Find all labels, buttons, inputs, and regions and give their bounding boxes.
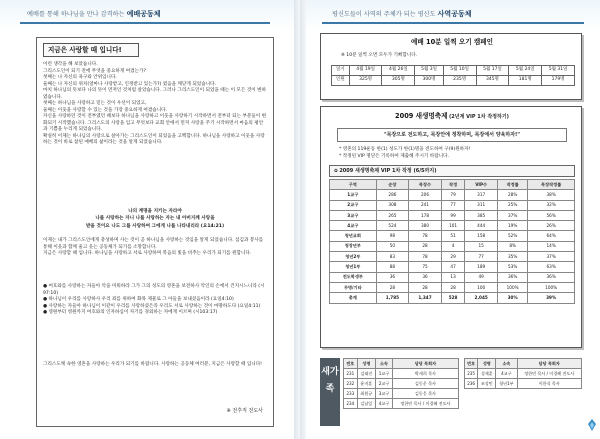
article-paragraph: 첫째는 나 자신의 욕구와 안위입니다. [43,75,117,81]
table-cell: 52% [497,231,527,241]
table-cell: 26% [528,221,575,231]
table-cell: 14% [528,241,575,251]
table-cell: 정한민 목사 / 이경혜 전도사 [392,399,458,409]
header-cell: 번호 [344,359,358,369]
table-cell: 56% [528,210,575,220]
left-header [27,10,161,20]
table-cell: 265 [376,210,409,220]
table-row [330,200,575,210]
table-cell: 4교구 [496,369,517,379]
table-cell: 158 [465,231,498,241]
vip-note: * 영혼의 119운동 한(1) 성도가 한(1)명을 전도하여 구(9)원하자! [339,147,471,152]
table-cell: 64% [528,231,575,241]
table-cell: 청장년부 [330,241,377,251]
campaign-cell: 인원 [332,76,350,86]
scripture-text: 사랑하는 자들아 하나님이 이같이 우리를 사랑하셨은즉 우리도 서로 사랑하는 것이 마땅하도다 (요일4:11) [48,303,261,309]
table-cell: 39% [528,293,575,303]
campaign-cell: 5월 31일 [542,66,575,76]
vip-header-cell: 목장수 [409,180,442,190]
right-header [332,10,471,20]
right-header-line [322,22,584,24]
table-cell: 청년2부 [330,252,377,262]
article-body [43,62,267,147]
table-cell: 63% [528,262,575,272]
table-cell: 78 [409,252,442,262]
bible-verse [43,208,267,230]
table-cell: 25% [497,200,527,210]
scripture-item: ● 사랑하는 자들아 하나님이 이같이 우리를 사랑하셨은즉 우리도 서로 사랑하는 것이 마땅하도다 (요일4:11) [43,303,261,309]
table-cell: 189 [465,262,498,272]
table-cell: 1교구 [376,369,393,379]
table-cell: 206 [409,190,442,200]
verse-line: 나를 사랑하는 자니 나를 사랑하는 자는 내 아버지께 사랑을 [95,216,215,222]
article-title: 지금은 사랑할 때 입니다! [48,46,122,54]
table-row [330,252,575,262]
right-spine [300,0,306,439]
table-cell: 1,785 [376,293,409,303]
scripture-text: 영원부터 영원까지 여호와의 인자하심이 자기를 경외하는 자에게 이르며 (시103:17) [48,310,218,316]
article-paragraph: 마치 하나님의 뜻보다 나의 뜻이 먼저인 것처럼 살았습니다. 그러나 그리스도인이 되었을 때는 이 모든 것이 변하였습니다. [43,88,267,100]
table-cell: 51 [441,231,465,241]
table-cell: 286 [376,190,409,200]
table-cell: 101 [441,221,465,231]
article-title-box [43,43,139,57]
vip-header-cell: 구역 [330,180,377,190]
table-cell: 241 [409,200,442,210]
table-cell: 99 [441,210,465,220]
campaign-cell: 345명 [476,76,509,86]
vip-table-title: 2009 새생명축제 VIP 1차 작정 (6/5까지) [339,168,437,174]
table-cell: 77 [465,252,498,262]
campaign-cell: 일시 [332,66,350,76]
vip-header-cell: VIP수 [465,180,498,190]
table-cell: 2교구 [376,379,393,389]
table-row [465,379,582,389]
table-cell: 32% [528,200,575,210]
header-cell: 소속 [496,359,517,369]
table-cell: 100% [497,282,527,292]
campaign-cell: 5월 3일 [415,66,443,76]
table-row [330,282,575,292]
table-cell: 36% [497,272,527,282]
table-cell: 50 [376,241,409,251]
table-cell: 윤지훈 [357,379,376,389]
campaign-cell: 181명 [509,76,542,86]
campaign-cell: 179명 [542,76,575,86]
campaign-cell: 325명 [349,76,382,86]
article-frame [36,37,274,427]
new-family-header [465,359,582,369]
table-cell: 49 [465,272,498,282]
vip-notes [339,147,575,160]
table-cell: 36 [409,272,442,282]
header-cell: 소속 [376,359,393,369]
scripture-item: ● 여호와를 사랑하는 자들아 악을 미워하라 그가 그의 성도의 영혼을 보전하사 악인의 손에서 건지시느니라 (시97:10) [43,284,265,296]
table-cell: 김동운 목사 [392,379,458,389]
church-logo-icon [586,418,598,432]
clover-icon: ✿ [334,169,338,174]
table-cell: 최원규 [357,389,376,399]
table-cell: 30% [497,293,527,303]
vip-title: 2009 새생명축제 [395,112,448,120]
campaign-cell: 5월 24일 [509,66,542,76]
table-row [330,241,575,251]
article-paragraph: 자신을 사랑하던 것이 전부였던 때보다 하나님을 사랑하고 이웃을 사랑하기 시작하면서 전부터 되는 부분들이 변화되기 시작했습니다. 그리스도의 사랑을 입고 무엇보다 교회 안에서 먼저 사랑을 주기 시작하면서 마음의 평안과 기쁨을 누리게 되었습니다. [43,114,267,133]
table-cell: 35% [497,252,527,262]
table-cell: 조성민 [478,379,496,389]
table-row [330,262,575,272]
table-cell: 김동웅 목사 [392,389,458,399]
campaign-table [331,65,575,86]
table-cell: 28 [376,282,409,292]
left-header-subtitle: 예배를 통해 하나님을 만나 감격하는 [27,11,125,18]
vip-slogan: "목장으로 전도하고, 목장안에 정착하며, 목장에서 양육하자!" [337,128,567,142]
table-row [344,389,459,399]
table-cell: 15 [465,241,498,251]
table-cell: 47 [441,262,465,272]
table-row [344,369,459,379]
table-row [330,272,575,282]
scripture-text: 하나님이 우리를 사랑하사 우리 죄를 위하여 화목 제물로 그 아들을 보내셨음이라 (요일4:10) [48,297,234,303]
new-family-label-text: 새가족 [321,367,339,394]
table-row [330,210,575,220]
article-paragraph: 둘째는 나 자신의 위치(얼마나 사랑받고, 인정받고 있는가?) 였음을 깨닫게 되었습니다. [43,81,216,87]
right-header-title: 사역공동체 [437,10,472,18]
article-body-2 [43,238,267,258]
table-cell: 29 [441,252,465,262]
table-cell: 청년1부 [330,262,377,272]
table-cell: 232 [344,379,358,389]
scripture-text: 여호와를 사랑하는 자들아 악을 미워하라 그가 그의 성도의 영혼을 보전하사 악인의 손에서 건지시느니라 (시97:10) [43,284,265,296]
new-family-table-right [464,358,582,389]
right-header-subtitle: 평신도들이 사역의 주체가 되는 평신도 [332,11,436,18]
table-cell: 77 [441,200,465,210]
vip-table-header [330,180,575,190]
table-cell: 231 [344,369,358,379]
campaign-title: 예배 10분 일찍 오기 캠페인 [410,38,494,46]
table-cell: 53% [497,262,527,272]
article-paragraph: 그리스도인이 되기 전에 무엇을 중요하게 여겼는가? [43,68,146,74]
campaign-cell: 235명 [443,76,476,86]
header-cell: 번호 [465,359,478,369]
campaign-cell: 5월 10일 [443,66,476,76]
table-cell: 380 [409,221,442,231]
vip-subtitle: (2년계 VIP 1차 작정하기) [449,114,509,120]
campaign-note: ※ 10분 일찍 오면 모두가 기뻐합니다. [341,53,418,58]
campaign-box [320,33,582,100]
vip-table [329,179,575,304]
campaign-cell: 4월 26일 [382,66,415,76]
table-row [465,369,582,379]
new-family-label [320,358,340,426]
scripture-list [43,284,267,317]
table-cell: 성재훈 [478,369,496,379]
table-cell: 233 [344,389,358,399]
campaign-cell: 300명 [415,76,443,86]
table-row [330,221,575,231]
table-cell: 235 [465,369,478,379]
left-header-line [20,22,270,24]
table-cell: 총계 [330,293,377,303]
table-cell: 3교구 [376,389,393,399]
table-cell: 37% [497,210,527,220]
table-cell: 2교구 [330,200,377,210]
header-cell: 성명 [357,359,376,369]
table-cell: 36% [528,272,575,282]
header-cell: 성명 [478,359,496,369]
table-cell: 이한식 목사 [517,379,582,389]
campaign-date-row [332,66,575,76]
vip-table-title-box [329,165,575,177]
table-cell: 234 [344,399,358,409]
vip-table-total [330,293,575,303]
table-cell: 78 [409,231,442,241]
table-cell: 385 [465,210,498,220]
campaign-cell: 5월 17일 [476,66,509,76]
new-family-header [344,359,459,369]
campaign-count-row [332,76,575,86]
article-paragraph: 첫째는 하나님을 사랑하고 믿는 것이 우선이 되었고, [43,101,147,107]
table-cell: 김남일 [357,399,376,409]
campaign-cell: 4월 19일 [349,66,382,76]
table-cell: 전도학생부 [330,272,377,282]
table-cell: 1,347 [409,293,442,303]
author-name: 전후직 전도사 [232,408,263,414]
table-cell: 98 [376,231,409,241]
table-cell: 524 [376,221,409,231]
table-cell: 100 [465,282,498,292]
table-row [344,399,459,409]
left-header-title: 예배공동체 [126,10,161,18]
article-paragraph: 지금은 사랑할 때 입니다. 하나님을 사랑하고 서로 사랑하며 복음의 빛을 비추는 우리가 되기를 원합니다. [43,251,252,257]
table-cell: 38% [528,190,575,200]
table-cell: 28 [441,282,465,292]
table-cell: 청년1부 [496,379,517,389]
table-cell: 37% [528,252,575,262]
article-paragraph: 확실히 이제는 하나님의 사랑으로 살아가는 그리스도인이 되었음을 고백합니다. 하나님을 사랑하고 이웃을 사랑하는 것이 바로 참된 예배의 삶이라는 것을 알게 되었습니다. [43,133,265,146]
table-cell: 4교구 [376,399,393,409]
table-row [330,190,575,200]
table-cell: 83 [376,252,409,262]
article-paragraph: 이런 생각을 해 보았습니다. [43,62,98,67]
vip-header-cell: 작정률 [497,180,527,190]
scripture-item: ● 하나님이 우리를 사랑하사 우리 죄를 위하여 화목 제물로 그 아들을 보내셨음이라 (요일4:10) [43,297,234,303]
table-cell: 28 [409,241,442,251]
vip-box [320,106,582,348]
header-cell: 담당 목회자 [517,359,582,369]
table-cell: 36 [376,272,409,282]
table-cell: 4 [441,241,465,251]
table-cell: 8% [497,241,527,251]
vip-header-cell: 목장작정률 [528,180,575,190]
table-cell: 317 [465,190,498,200]
table-cell: 444 [465,221,498,231]
table-cell: 정한민 목사 / 이경혜 전도사 [517,369,582,379]
right-page [300,0,600,439]
article-closing: 그리스도께 속한 영혼을 사랑하는 우리가 되기를 바랍니다. 사랑하는 공동체 여러분, 지금은 사랑할 때 입니다! [43,362,263,367]
vip-header-cell: 순장 [376,180,409,190]
table-cell: 청년교회 [330,231,377,241]
table-cell: 28% [497,190,527,200]
table-row [344,379,459,389]
article-paragraph: 이제는 내가 그리스도인에게 충성하며 사는 것이 곧 하나님을 사랑하는 것임을 알게 되었습니다. 섬김과 봉사를 통해 이웃과 함께 울고 웃는 공동체가 되기를 소망합니다. [43,238,264,250]
table-cell: 13 [441,272,465,282]
vip-heading [321,112,583,122]
table-cell: 19% [497,221,527,231]
table-cell: 308 [376,200,409,210]
verse-line: 나의 계명을 지키는 자라야 [128,209,182,214]
campaign-cell: 305명 [382,76,415,86]
header-cell: 담당 목회자 [392,359,458,369]
table-cell: 100% [528,282,575,292]
table-cell: 무명/기타 [330,282,377,292]
table-row [330,231,575,241]
table-cell: 2,045 [465,293,498,303]
table-cell: 박새희 목사 [392,369,458,379]
table-cell: 236 [465,379,478,389]
verse-line: 받을 것이요 나도 그를 사랑하여 그에게 나를 나타내리라 (요14:21) [85,223,225,229]
scripture-item: ● 영원부터 영원까지 여호와의 인자하심이 자기를 경외하는 자에게 이르며 (시103:17) [43,310,218,316]
table-cell: 4교구 [330,221,377,231]
table-cell: 1교구 [330,190,377,200]
vip-note: * 작정된 VIP 명단은 기록하여 제출해 주시기 바랍니다. [339,153,449,159]
vip-header-cell: 작정 [441,180,465,190]
article-author: ※ 전후직 전도사 [226,408,263,414]
table-cell: 178 [409,210,442,220]
table-cell: 3교구 [330,210,377,220]
table-cell: 28 [409,282,442,292]
new-family-table-left [343,358,459,409]
table-cell: 75 [409,262,442,272]
article-paragraph: 둘째는 이웃을 사랑할 수 있는 것을 가장 중요하게 여겼습니다. [43,107,168,113]
table-cell: 528 [441,293,465,303]
table-cell: 김태진 [357,369,376,379]
table-cell: 88 [376,262,409,272]
table-cell: 311 [465,200,498,210]
table-cell: 79 [441,190,465,200]
